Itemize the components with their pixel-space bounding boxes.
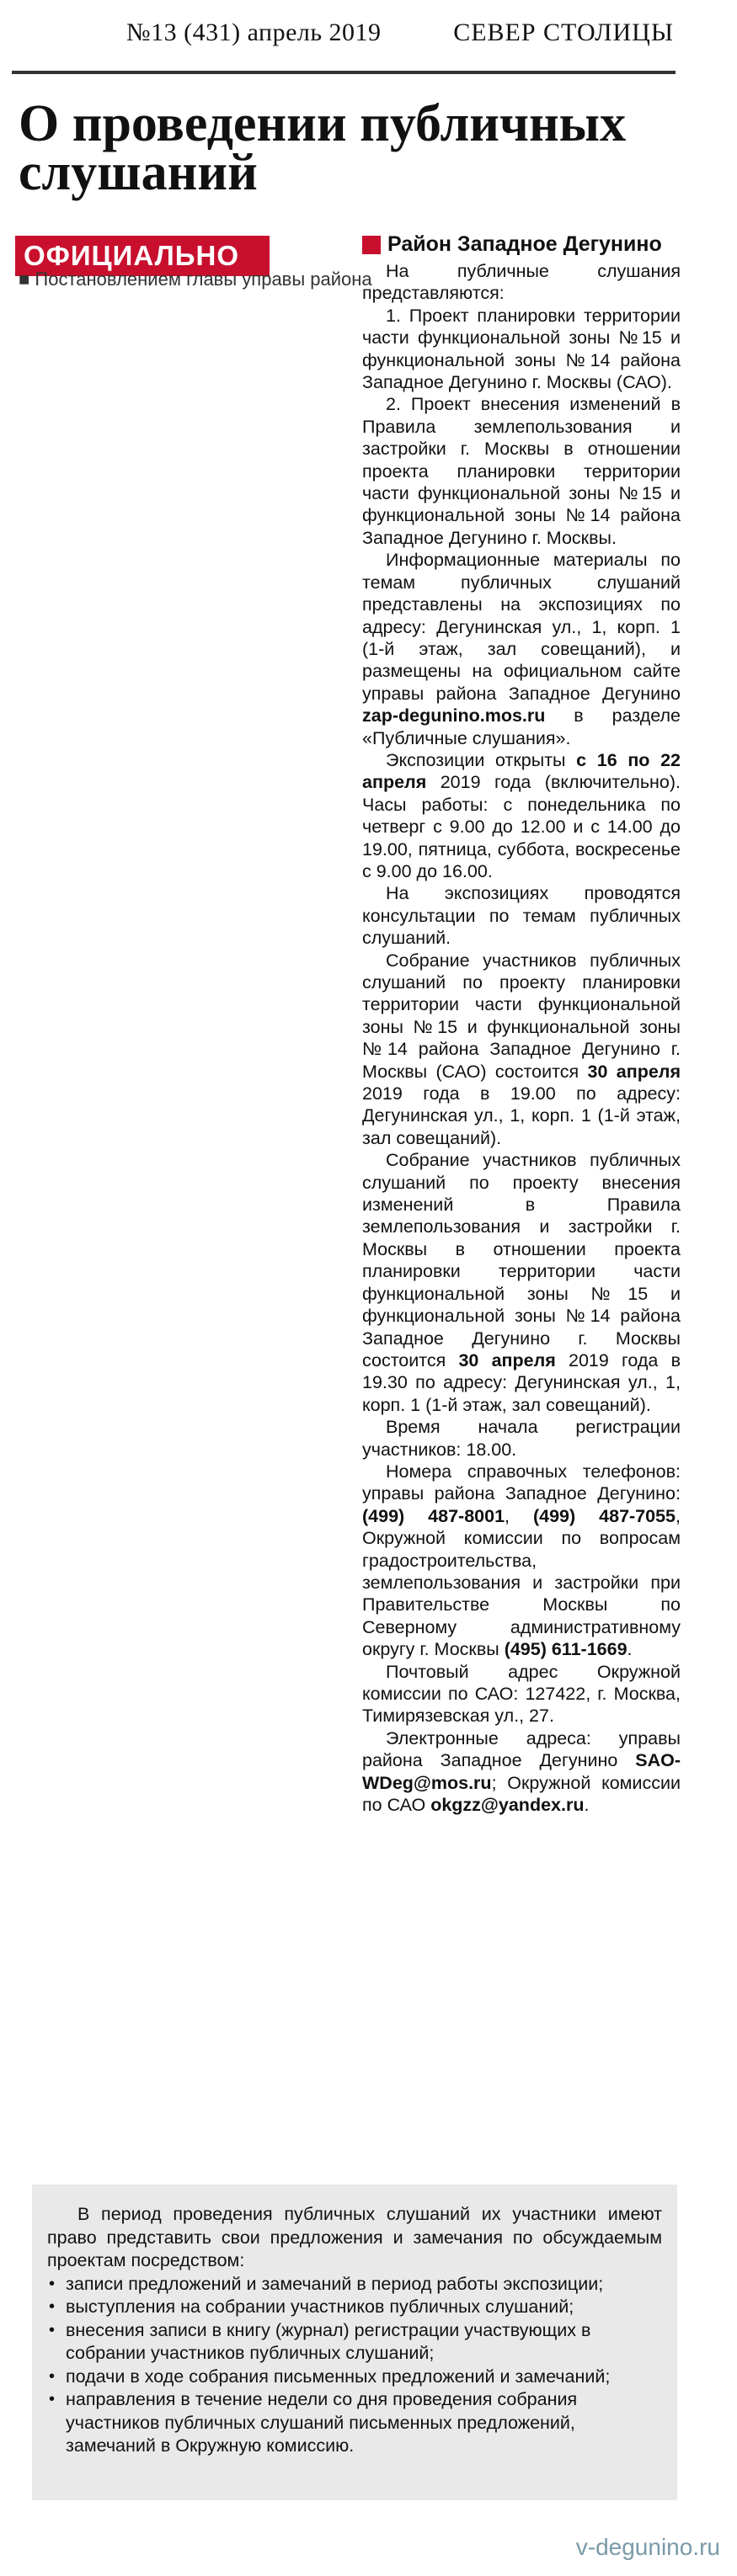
text-run: Номера справочных телефонов: управы района Западное Дегунино: (362, 1461, 681, 1504)
text-run: Почтовый адрес Окружной комиссии по САО: 127422, г. Москва, Тимирязевская ул., 27. (362, 1661, 681, 1727)
info-intro: В период проведения публичных слушаний их участники имеют право представить свои предложения и замечания по обсуждаемым проектам посредством: (47, 2204, 662, 2270)
truncated-column (19, 269, 372, 290)
red-square-icon (362, 236, 381, 254)
article-paragraph (362, 549, 681, 749)
article-paragraph (362, 1727, 681, 1817)
highlighted-text: (495) 611-1669 (504, 1639, 628, 1660)
info-list (47, 2273, 662, 2458)
text-run: На публичные слушания представляются: (362, 261, 681, 304)
text-run: , Окружной комиссии по вопросам градостроительства, землепользования и застройки при Правительстве Москвы по Северному административному округу г. Москвы (362, 1505, 681, 1660)
page-header (126, 19, 674, 47)
info-box (32, 2185, 677, 2500)
section-title: Район Западное Дегунино (387, 232, 662, 256)
article-paragraph (362, 1661, 681, 1727)
highlighted-text: (499) 487-8001 (362, 1505, 505, 1526)
text-run: Время начала регистрации участников: 18.00. (362, 1417, 681, 1460)
info-list-item: • записи предложений и замечаний в период работы экспозиции; (47, 2273, 662, 2297)
section-heading (362, 232, 681, 257)
article-paragraph (362, 950, 681, 1150)
info-list-item: • направления в течение недели со дня проведения собрания участников публичных слушаний письменных предложений, замечаний в Окружную комиссию. (47, 2388, 662, 2458)
text-run: На экспозициях проводятся консультации по темам публичных слушаний. (362, 883, 681, 949)
rubric-label: ОФИЦИАЛЬНО (15, 236, 270, 276)
article-column (362, 232, 681, 1816)
issue-number: №13 (431) апрель 2019 (126, 19, 382, 46)
article-paragraph (362, 749, 681, 882)
article-paragraph (362, 260, 681, 305)
text-run: , (505, 1505, 533, 1526)
text-run: 1. Проект планировки территории части функциональной зоны №15 и функциональной зоны №14 района Западное Дегунино г. Москвы (САО). (362, 305, 681, 393)
article-paragraph (362, 305, 681, 394)
text-run: в разделе «Публичные слушания». (362, 705, 681, 748)
highlighted-text: SAO-WDeg@mos.ru (362, 1750, 681, 1793)
text-run: Экспозиции открыты (386, 749, 577, 770)
info-list-item: • внесения записи в книгу (журнал) регистрации участвующих в собрании участников публичных слушаний; (47, 2319, 662, 2366)
article-paragraph (362, 882, 681, 949)
watermark: v-degunino.ru (575, 2534, 720, 2560)
highlighted-text: zap-degunino.mos.ru (362, 705, 546, 726)
text-run: 2019 года в 19.00 по адресу: Дегунинская ул., 1, корп. 1 (1-й этаж, зал совещаний). (362, 1083, 681, 1148)
article-paragraph (362, 1461, 681, 1661)
highlighted-text: 30 апреля (458, 1349, 556, 1370)
header-divider (12, 71, 676, 74)
text-run: Электронные адреса: управы района Западное Дегунино (362, 1727, 681, 1771)
text-run: . (627, 1639, 633, 1660)
info-list-item: • подачи в ходе собрания письменных предложений и замечаний; (47, 2366, 662, 2389)
newspaper-name: СЕВЕР СТОЛИЦЫ (453, 19, 674, 46)
highlighted-text: okgzz@yandex.ru (430, 1795, 585, 1816)
text-run: 2019 года (включительно). Часы работы: с понедельника по четверг с 9.00 до 12.00 и с 14.00 до 19.00, пятница, суббота, воскресенье с 9.00 до 16.00. (362, 772, 681, 881)
text-run: Информационные материалы по темам публичных слушаний представлены на экспозициях по адресу: Дегунинская ул., 1, корп. 1 (1-й этаж, зал совещаний), и размещены на официальном сайте управы района Западное Дегунино (362, 550, 681, 704)
info-list-item: • выступления на собрании участников публичных слушаний; (47, 2296, 662, 2319)
text-run: 2. Проект внесения изменений в Правила землепользования и застройки г. Москвы в отношении проекта планировки территории части функциональной зоны №15 и функциональной зоны №14 района Западное Дегунино г. Москвы. (362, 394, 681, 548)
highlighted-text: (499) 487-7055 (532, 1505, 676, 1526)
text-run: . (584, 1795, 590, 1816)
text-run: Собрание участников публичных слушаний по проекту планировки территории части функциональной зоны №15 и функциональной зоны №14 района Западное Дегунино г. Москвы (САО) состоится (362, 950, 681, 1082)
article-paragraph (362, 1416, 681, 1461)
article-body (362, 260, 681, 1816)
text-run: ; Окружной комиссии по САО (362, 1772, 681, 1816)
truncated-text: ■ Постановлением главы управы района (19, 269, 372, 290)
highlighted-text: с 16 по 22 апреля (362, 749, 681, 793)
article-title: О проведении публичных слушаний (19, 95, 627, 201)
article-paragraph (362, 1149, 681, 1416)
text-run: 2019 года в 19.30 по адресу: Дегунинская ул., 1, корп. 1 (1-й этаж, зал совещаний). (362, 1349, 681, 1415)
highlighted-text: 30 апреля (587, 1061, 681, 1082)
article-paragraph (362, 393, 681, 549)
text-run: Собрание участников публичных слушаний по проекту внесения изменений в Правила землепользования и застройки г. Москвы в отношении проекта планировки территории части функциональной зоны №15 и функциональной зоны №14 района Западное Дегунино г. Москвы состоится (362, 1150, 681, 1370)
